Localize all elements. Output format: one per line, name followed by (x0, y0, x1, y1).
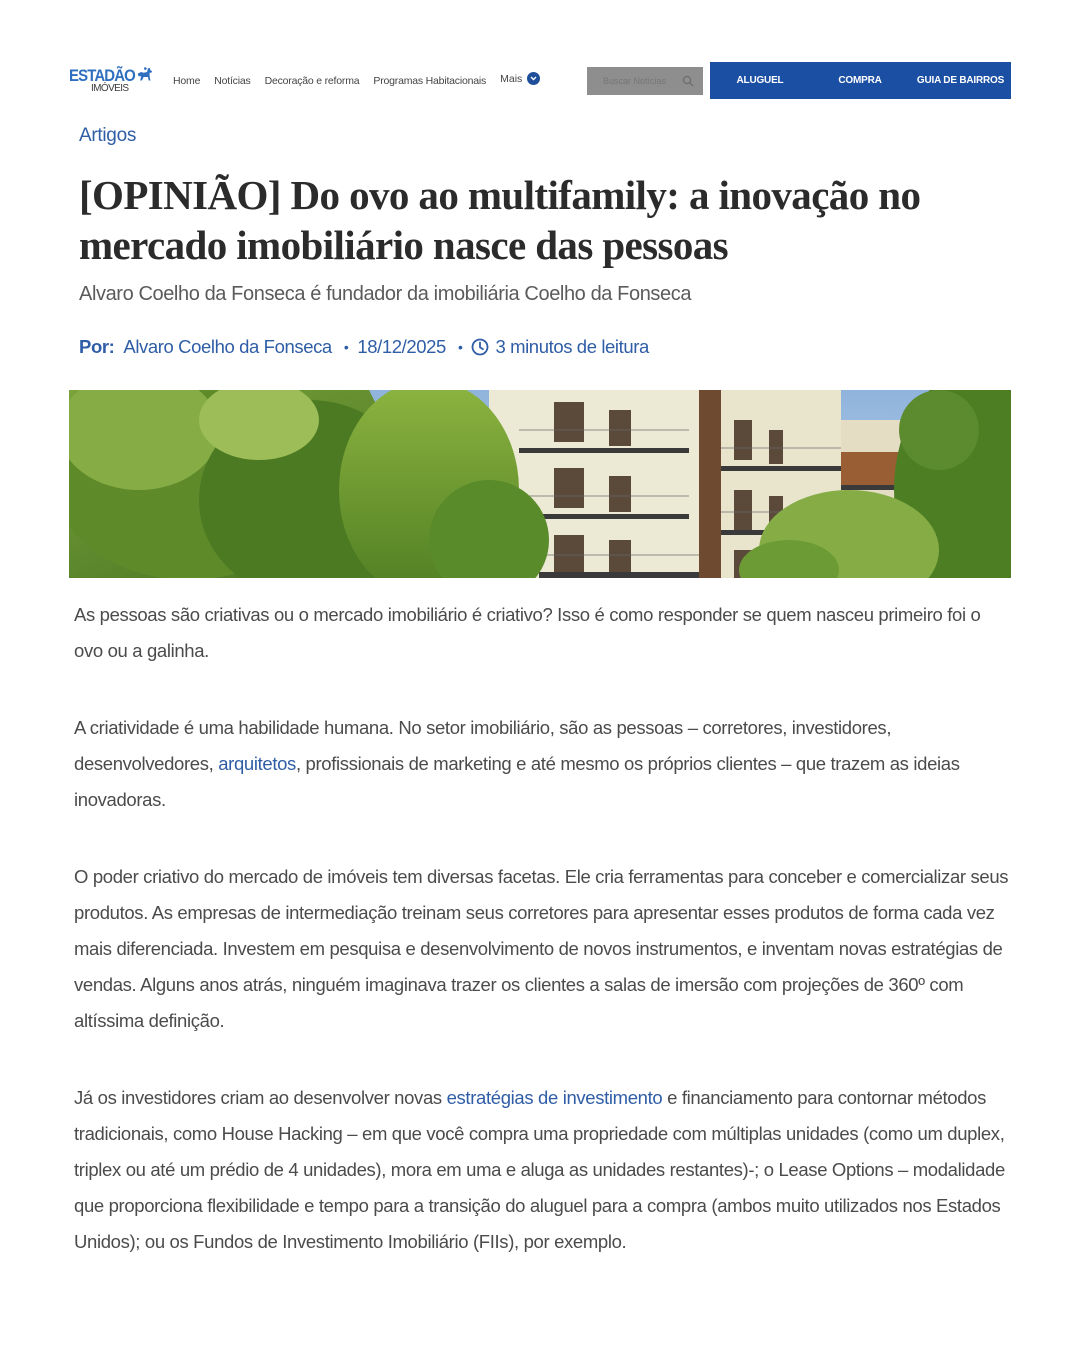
paragraph (74, 1080, 1014, 1260)
nav-programas-habitacionais[interactable]: Programas Habitacionais (373, 74, 487, 87)
nav-home[interactable]: Home (173, 74, 201, 87)
horse-rider-icon (136, 66, 153, 83)
paragraph-text: O poder criativo do mercado de imóveis tem diversas facetas. Ele cria ferramentas para conceber e comercializar seus produtos. As empresas de intermediação treinam seus corretores para apresentar esses produtos de forma cada vez mais diferenciada. Investem em pesquisa e desenvolvimento de novos instrumentos, e inventam novas estratégias de vendas. Alguns anos atrás, ninguém imaginava trazer os clientes a salas de imersão com projeções de 360º com altíssima definição. (74, 866, 1009, 1031)
byline-label: Por: (79, 336, 115, 357)
paragraph (74, 710, 1014, 818)
byline-separator: • (343, 339, 349, 355)
nav-more-label: Mais (500, 72, 523, 85)
logo-subtitle: IMÓVEIS (91, 82, 129, 94)
paragraph (74, 859, 1014, 1039)
category-link[interactable]: Artigos (79, 125, 137, 146)
link-estrategias-de-investimento[interactable]: estratégias de investimento (446, 1087, 663, 1108)
byline (79, 336, 649, 358)
reading-time: 3 minutos de leitura (495, 336, 649, 357)
paragraph-text: As pessoas são criativas ou o mercado imobiliário é criativo? Isso é como responder se quem nasceu primeiro foi o ovo ou a galinha. (74, 604, 981, 661)
hero-image (69, 390, 1011, 578)
paragraph-text: e financiamento para contornar métodos tradicionais, como House Hacking – em que você compra uma propriedade com múltiplas unidades (como um duplex, triplex ou até um prédio de 4 unidades), mora em uma e aluga as unidades restantes)-; o Lease Options – modalidade que proporciona flexibilidade e tempo para a transição do aluguel para a compra (ambos muito utilizados nos Estados Unidos); ou os Fundos de Investimento Imobiliário (FIIs), por exemplo. (74, 1087, 1005, 1252)
site-logo[interactable] (69, 63, 155, 99)
cta-guia-de-bairros-button[interactable]: GUIA DE BAIRROS (916, 75, 1005, 86)
cta-bar (710, 62, 1011, 99)
author-link[interactable]: Alvaro Coelho da Fonseca (123, 336, 332, 357)
article-subtitle: Alvaro Coelho da Fonseca é fundador da imobiliária Coelho da Fonseca (79, 283, 692, 305)
nav-noticias[interactable]: Notícias (214, 74, 251, 87)
paragraph-text: Já os investidores criam ao desenvolver novas (74, 1087, 447, 1108)
article-body (74, 597, 1014, 1301)
paragraph (74, 597, 1014, 669)
nav-more-dropdown[interactable] (500, 72, 540, 85)
cta-aluguel-button[interactable]: ALUGUEL (736, 75, 784, 86)
nav-decoracao-reforma[interactable]: Decoração e reforma (264, 74, 360, 87)
site-header (69, 62, 1011, 99)
clock-icon (471, 338, 489, 356)
paragraph-text: , profissionais de marketing e até mesmo os próprios clientes – que trazem as ideias inovadoras. (74, 753, 960, 810)
article-title: [OPINIÃO] Do ovo ao multifamily: a inovação no mercado imobiliário nasce das pessoas (79, 172, 921, 268)
byline-separator: • (457, 339, 463, 355)
chevron-down-icon (527, 72, 540, 85)
logo-wordmark: ESTADÃO (69, 65, 135, 85)
publish-date: 18/12/2025 (357, 336, 446, 357)
link-arquitetos[interactable]: arquitetos (218, 753, 296, 774)
main-nav (173, 72, 540, 87)
paragraph-text: A criatividade é uma habilidade humana. No setor imobiliário, são as pessoas – corretores, investidores, desenvolvedores, (74, 717, 892, 774)
search-box (587, 67, 703, 95)
search-icon[interactable] (682, 75, 694, 87)
search-input[interactable] (603, 76, 683, 86)
cta-compra-button[interactable]: COMPRA (838, 75, 882, 86)
